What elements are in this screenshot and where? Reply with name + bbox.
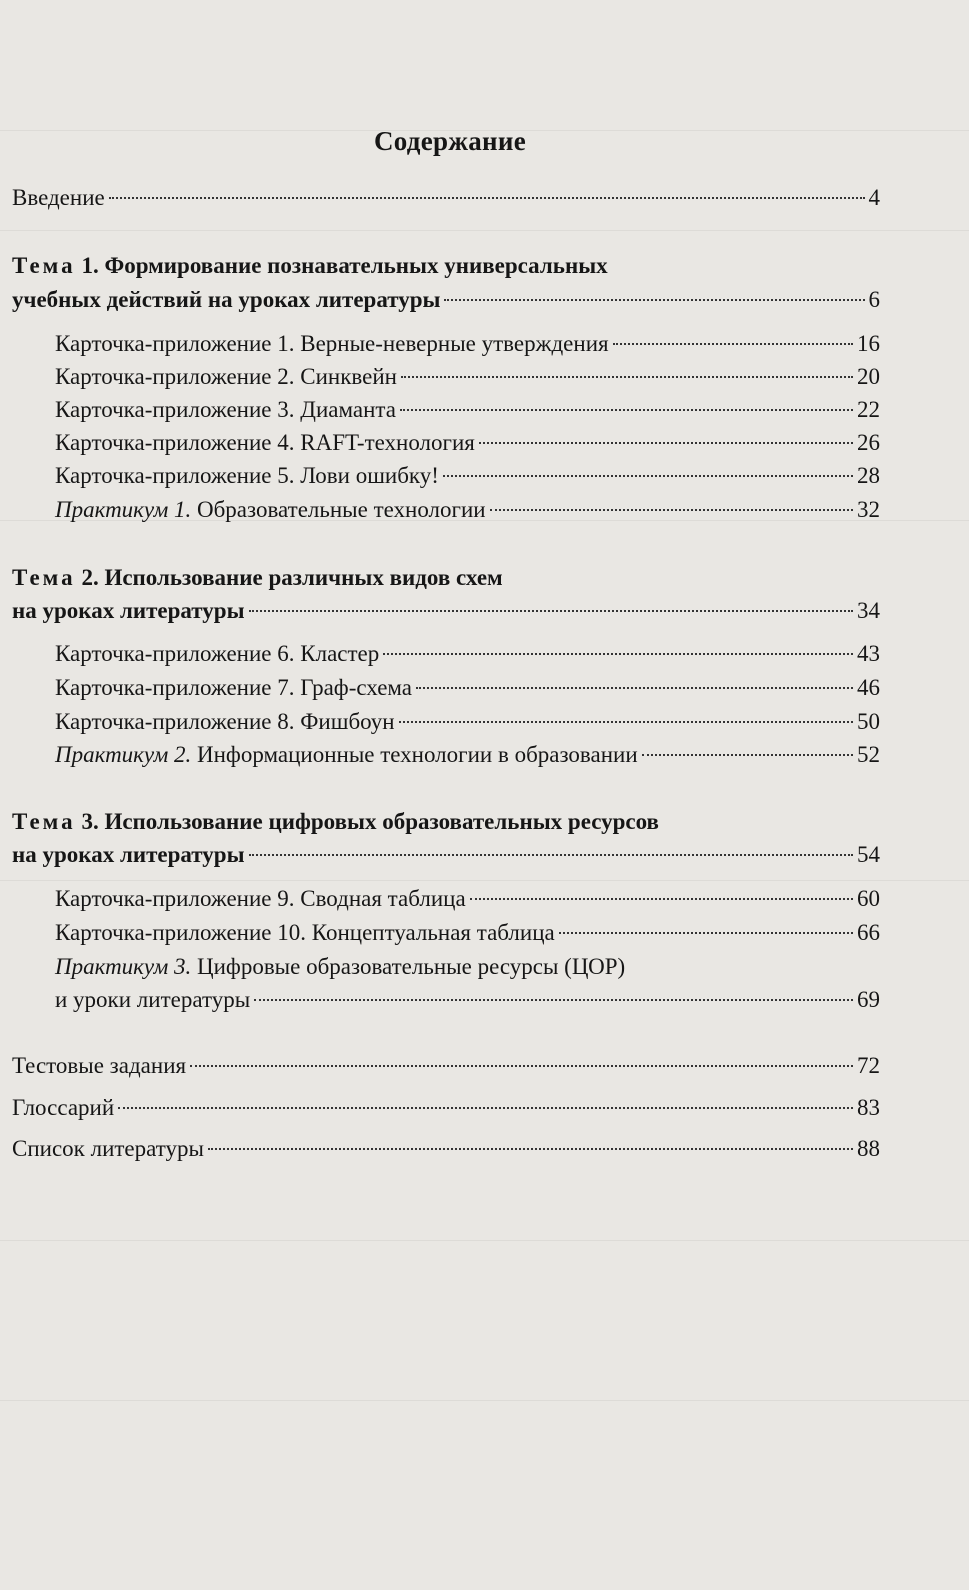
toc-page-number: 54 xyxy=(857,842,880,867)
leader-dots xyxy=(444,299,864,301)
toc-entry-practicum[interactable] xyxy=(55,739,880,771)
practicum-title: Информационные технологии в образовании xyxy=(191,742,638,767)
leader-dots xyxy=(399,721,853,723)
toc-page-number: 20 xyxy=(857,364,880,389)
toc-page-number: 66 xyxy=(857,920,880,945)
toc-entry-card[interactable] xyxy=(55,883,880,915)
topic-prefix: Тема xyxy=(12,565,76,590)
toc-page-number: 83 xyxy=(857,1095,880,1120)
toc-entry-label: Карточка-приложение 3. Диаманта xyxy=(55,397,396,422)
toc-entry-label: Карточка-приложение 2. Синквейн xyxy=(55,364,397,389)
leader-dots xyxy=(416,687,853,689)
toc-page-number: 43 xyxy=(857,641,880,666)
topic1-heading[interactable] xyxy=(12,250,608,282)
leader-dots xyxy=(208,1148,853,1150)
toc-page-number: 16 xyxy=(857,331,880,356)
toc-entry-card[interactable] xyxy=(55,361,880,393)
toc-entry-card[interactable] xyxy=(55,917,880,949)
topic-prefix: Тема xyxy=(12,253,76,278)
topic-title-line1: 3. Использование цифровых образовательных ресурсов xyxy=(75,809,659,834)
topic-title-line2: на уроках литературы xyxy=(12,598,245,623)
toc-page-number: 52 xyxy=(857,742,880,767)
toc-page-number: 50 xyxy=(857,709,880,734)
toc-page-number: 60 xyxy=(857,886,880,911)
topic-title-line1: 1. Формирование познавательных универсальных xyxy=(75,253,608,278)
leader-dots xyxy=(383,653,853,655)
topic-title-line2: на уроках литературы xyxy=(12,842,245,867)
toc-page-number: 88 xyxy=(857,1136,880,1161)
toc-entry-label: Карточка-приложение 8. Фишбоун xyxy=(55,709,395,734)
toc-entry-card[interactable] xyxy=(55,706,880,738)
toc-entry-card[interactable] xyxy=(55,672,880,704)
practicum-label: Практикум 3. xyxy=(55,954,192,979)
toc-entry-topic2[interactable] xyxy=(12,595,880,627)
toc-entry-card[interactable] xyxy=(55,638,880,670)
leader-dots xyxy=(443,475,853,477)
toc-entry-glossary[interactable] xyxy=(12,1092,880,1124)
topic-prefix: Тема xyxy=(12,809,76,834)
toc-entry-intro[interactable] xyxy=(12,182,880,214)
toc-entry-practicum[interactable] xyxy=(55,494,880,526)
leader-dots xyxy=(249,610,853,612)
toc-page-number: 28 xyxy=(857,463,880,488)
toc-entry-card[interactable] xyxy=(55,328,880,360)
toc-entry-practicum[interactable] xyxy=(55,984,880,1016)
toc-page-number: 32 xyxy=(857,497,880,522)
toc-page-number: 6 xyxy=(868,287,880,312)
leader-dots xyxy=(109,197,865,199)
leader-dots xyxy=(470,898,853,900)
toc-entry-label: Тестовые задания xyxy=(12,1053,187,1078)
topic-title-line1: 2. Использование различных видов схем xyxy=(75,565,503,590)
toc-entry-label: Карточка-приложение 6. Кластер xyxy=(55,641,380,666)
leader-dots xyxy=(249,854,853,856)
leader-dots xyxy=(401,376,853,378)
toc-page-number: 72 xyxy=(857,1053,880,1078)
page-title: Содержание xyxy=(373,126,527,157)
leader-dots xyxy=(118,1107,853,1109)
toc-entry-label: Карточка-приложение 7. Граф-схема xyxy=(55,675,413,700)
leader-dots xyxy=(559,932,853,934)
toc-entry-label: Карточка-приложение 9. Сводная таблица xyxy=(55,886,466,911)
practicum-title: Образовательные технологии xyxy=(191,497,486,522)
toc-entry-topic1[interactable] xyxy=(12,284,880,316)
practicum-title-line2: и уроки литературы xyxy=(55,987,251,1012)
leader-dots xyxy=(490,509,853,511)
toc-entry-label: Список литературы xyxy=(12,1136,204,1161)
toc-page-number: 46 xyxy=(857,675,880,700)
toc-page-number: 4 xyxy=(868,185,880,210)
leader-dots xyxy=(254,999,853,1001)
leader-dots xyxy=(190,1065,853,1067)
toc-entry-tests[interactable] xyxy=(12,1050,880,1082)
toc-entry-card[interactable] xyxy=(55,460,880,492)
topic3-heading[interactable] xyxy=(12,806,659,838)
toc-entry-label: Карточка-приложение 4. RAFT-технология xyxy=(55,430,475,455)
toc-entry-label: Введение xyxy=(12,185,105,210)
toc-page-number: 22 xyxy=(857,397,880,422)
toc-entry-topic3[interactable] xyxy=(12,839,880,871)
leader-dots xyxy=(479,442,853,444)
toc-entry-label: Карточка-приложение 10. Концептуальная таблица xyxy=(55,920,555,945)
practicum-label: Практикум 1. xyxy=(55,497,192,522)
toc-entry-label: Карточка-приложение 1. Верные-неверные утверждения xyxy=(55,331,609,356)
practicum3-first-line[interactable] xyxy=(55,951,625,983)
topic2-heading[interactable] xyxy=(12,562,503,594)
toc-entry-label: Карточка-приложение 5. Лови ошибку! xyxy=(55,463,439,488)
toc-entry-literature[interactable] xyxy=(12,1133,880,1165)
toc-page-number: 26 xyxy=(857,430,880,455)
practicum-title: Цифровые образовательные ресурсы (ЦОР) xyxy=(191,954,626,979)
leader-dots xyxy=(400,409,853,411)
toc-entry-card[interactable] xyxy=(55,427,880,459)
toc-entry-label: Глоссарий xyxy=(12,1095,115,1120)
toc-entry-card[interactable] xyxy=(55,394,880,426)
leader-dots xyxy=(642,754,853,756)
toc-page-number: 69 xyxy=(857,987,880,1012)
toc-page-number: 34 xyxy=(857,598,880,623)
topic-title-line2: учебных действий на уроках литературы xyxy=(12,287,441,312)
practicum-label: Практикум 2. xyxy=(55,742,192,767)
leader-dots xyxy=(613,343,853,345)
